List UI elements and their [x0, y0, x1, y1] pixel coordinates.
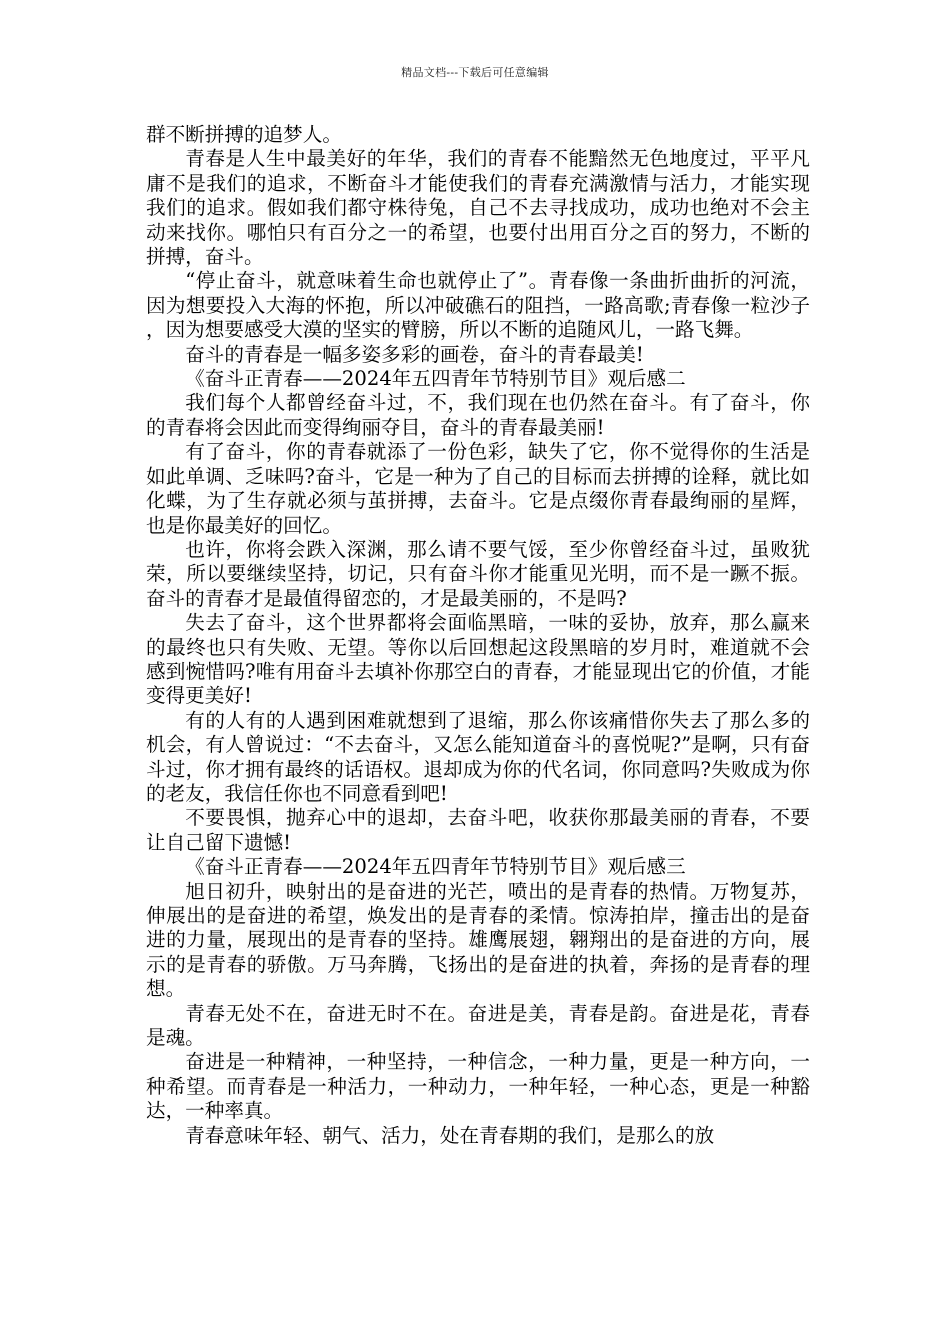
- paragraph: 有了奋斗，你的青春就添了一份色彩，缺失了它，你不觉得你的生活是如此单调、乏味吗?奋斗，它是一种为了自己的目标而去拼搏的诠释，就比如化蝶，为了生存就必须与茧拼搏，去奋斗。它是点缀你青春最绚丽的星辉，也是你最美好的回忆。: [146, 440, 810, 537]
- section-heading: 《奋斗正青春——2024年五四青年节特别节目》观后感二: [185, 367, 686, 391]
- paragraph: 失去了奋斗，这个世界都将会面临黑暗，一味的妥协，放弃，那么赢来的最终也只有失败、无望。等你以后回想起这段黑暗的岁月时，难道就不会感到惋惜吗?唯有用奋斗去填补你那空白的青春，才能显现出它的价值，才能变得更美好!: [146, 611, 810, 708]
- paragraph: 我们每个人都曾经奋斗过，不，我们现在也仍然在奋斗。有了奋斗，你的青春将会因此而变得绚丽夺目，奋斗的青春最美丽!: [146, 391, 810, 439]
- paragraph: 青春是人生中最美好的年华，我们的青春不能黯然无色地度过，平平凡庸不是我们的追求，不断奋斗才能使我们的青春充满激情与活力，才能实现我们的追求。假如我们都守株待兔，自己不去寻找成功，成功也绝对不会主动来找你。哪怕只有百分之一的希望，也要付出用百分之百的努力，不断的拼搏，奋斗。: [146, 147, 810, 269]
- paragraph: 有的人有的人遇到困难就想到了退缩，那么你该痛惜你失去了那么多的机会，有人曾说过：“不去奋斗，又怎么能知道奋斗的喜悦呢?”是啊，只有奋斗过，你才拥有最终的话语权。退却成为你的代名词，你同意吗?失败成为你的老友，我信任你也不同意看到吧!: [146, 708, 810, 805]
- paragraph: 不要畏惧，抛弃心中的退却，去奋斗吧，收获你那最美丽的青春，不要让自己留下遗憾!: [146, 806, 810, 854]
- paragraph: 也许，你将会跌入深渊，那么请不要气馁，至少你曾经奋斗过，虽败犹荣，所以要继续坚持，切记，只有奋斗你才能重见光明，而不是一蹶不振。奋斗的青春才是最值得留恋的，才是最美丽的，不是吗?: [146, 537, 810, 610]
- document-body: [146, 123, 810, 1148]
- paragraph: 群不断拼搏的追梦人。: [146, 123, 342, 146]
- paragraph: 旭日初升，映射出的是奋进的光芒，喷出的是青春的热情。万物复苏，伸展出的是奋进的希望，焕发出的是青春的柔情。惊涛拍岸，撞击出的是奋进的力量，展现出的是青春的坚持。雄鹰展翅，翱翔出的是奋进的方向，展示的是青春的骄傲。万马奔腾，飞扬出的是奋进的执着，奔扬的是青春的理想。: [146, 879, 810, 1001]
- page-header: 精品文档---下载后可任意编辑: [401, 66, 549, 79]
- paragraph: 奋进是一种精神，一种坚持，一种信念，一种力量，更是一种方向，一种希望。而青春是一种活力，一种动力，一种年轻，一种心态，更是一种豁达，一种率真。: [146, 1050, 810, 1123]
- paragraph: 青春无处不在，奋进无时不在。奋进是美，青春是韵。奋进是花，青春是魂。: [146, 1001, 810, 1050]
- paragraph: “停止奋斗，就意味着生命也就停止了”。青春像一条曲折曲折的河流，因为想要投入大海的怀抱，所以冲破礁石的阻挡，一路高歌;青春像一粒沙子，因为想要感受大漠的坚实的臂膀，所以不断的追随风儿，一路飞舞。: [146, 269, 810, 342]
- paragraph: 青春意味年轻、朝气、活力，处在青春期的我们，是那么的放: [185, 1123, 715, 1147]
- section-heading: 《奋斗正青春——2024年五四青年节特别节目》观后感三: [185, 855, 686, 879]
- paragraph: 奋斗的青春是一幅多姿多彩的画卷，奋斗的青春最美!: [185, 342, 644, 366]
